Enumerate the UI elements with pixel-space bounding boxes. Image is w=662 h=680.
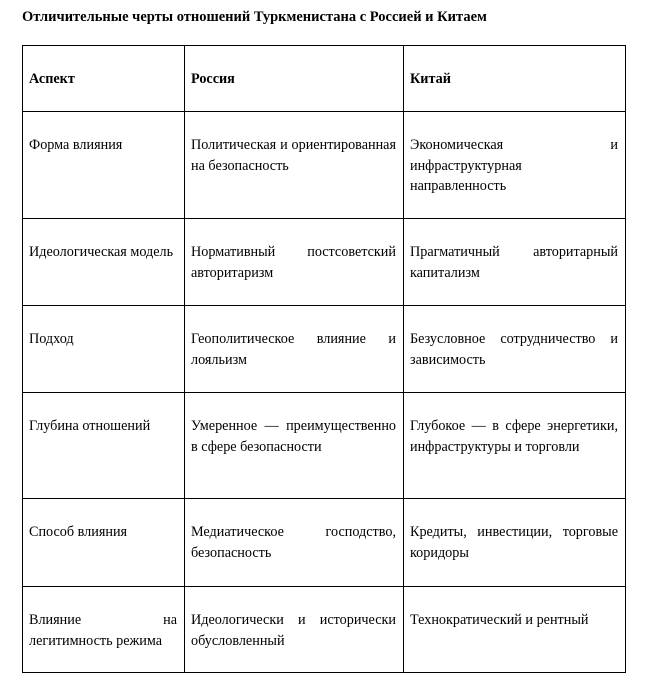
header-china: Китай: [404, 46, 626, 112]
china-cell: Безусловное сотрудничество и зависимость: [404, 306, 626, 393]
russia-cell: Идеологически и исторически обусловленный: [185, 587, 404, 673]
document-title: Отличительные черты отношений Туркменистана с Россией и Китаем: [22, 9, 487, 25]
table-row: [23, 499, 626, 587]
russia-cell: Медиатическое господство, безопасность: [185, 499, 404, 587]
aspect-cell: Идеологическая модель: [23, 219, 185, 306]
aspect-cell: Форма влияния: [23, 112, 185, 219]
table-row: [23, 587, 626, 673]
china-cell: Глубокое — в сфере энергетики, инфраструктуры и торговли: [404, 393, 626, 499]
china-cell: Технократический и рентный: [404, 587, 626, 673]
aspect-cell: Способ влияния: [23, 499, 185, 587]
header-aspect: Аспект: [23, 46, 185, 112]
table-row: [23, 306, 626, 393]
table-row: [23, 393, 626, 499]
comparison-table: [22, 45, 626, 673]
table-header-row: [23, 46, 626, 112]
aspect-cell: Глубина отношений: [23, 393, 185, 499]
header-russia: Россия: [185, 46, 404, 112]
russia-cell: Политическая и ориентированная на безопасность: [185, 112, 404, 219]
china-cell: Экономическая и инфраструктурная направленность: [404, 112, 626, 219]
aspect-cell: Подход: [23, 306, 185, 393]
russia-cell: Умеренное — преимущественно в сфере безопасности: [185, 393, 404, 499]
china-cell: Кредиты, инвестиции, торговые коридоры: [404, 499, 626, 587]
russia-cell: Нормативный постсоветский авторитаризм: [185, 219, 404, 306]
china-cell: Прагматичный авторитарный капитализм: [404, 219, 626, 306]
table-row: [23, 112, 626, 219]
aspect-cell: Влияние на легитимность режима: [23, 587, 185, 673]
table-row: [23, 219, 626, 306]
russia-cell: Геополитическое влияние и лояльизм: [185, 306, 404, 393]
